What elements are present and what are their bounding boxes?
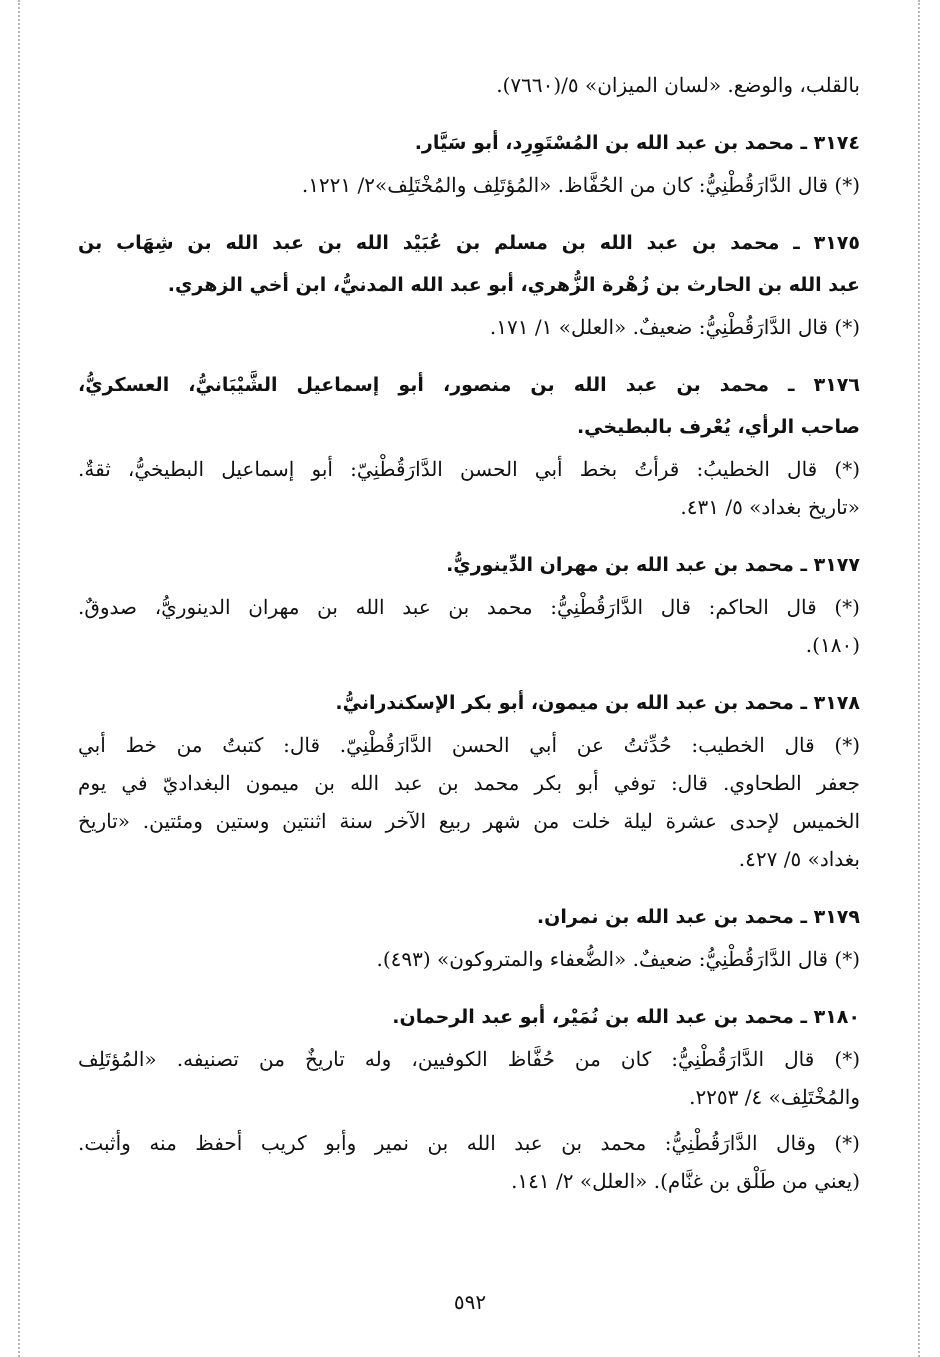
right-dotted-margin bbox=[918, 0, 920, 1357]
quote-line: الخميس لإحدى عشرة ليلة خلت من شهر ربيع الآخر سنة اثنتين وستين ومئتين. «تاريخ bbox=[78, 809, 860, 833]
quote-line: (*) قال الخطيبُ: قرأتُ بخط أبي الحسن الدَّارَقُطْنِيّ: أبو إسماعيل البطيخيُّ، ثقةٌ. bbox=[78, 457, 860, 481]
entry-heading-line: ٣١٨٠ ـ محمد بن عبد الله بن نُمَيْر، أبو عبد الرحمان. bbox=[392, 1006, 860, 1028]
quote-line: (*) قال الدَّارَقُطْنِيُّ: ضعيفٌ. «الضُّعفاء والمتروكون» (٤٩٣). bbox=[376, 947, 860, 971]
entries-list bbox=[78, 124, 860, 1200]
entry-quote bbox=[78, 166, 860, 204]
quote-line: (*) وقال الدَّارَقُطْنِيُّ: محمد بن عبد الله بن نمير وأبو كريب أحفظ منه وأثبت. bbox=[78, 1131, 860, 1155]
quote-line: (*) قال الدَّارَقُطْنِيُّ: كان من حُفَّاظ الكوفيين، وله تاريخٌ من تصنيفه. «المُؤتَلِف bbox=[78, 1047, 860, 1071]
entry-quote bbox=[78, 726, 860, 878]
quote-line: «تاريخ بغداد» ٥/ ٤٣١. bbox=[680, 495, 860, 519]
quote-line: (١٨٠). bbox=[805, 633, 860, 657]
continuation-text: بالقلب، والوضع. «لسان الميزان» ٥/(٧٦٦٠). bbox=[496, 73, 860, 97]
biography-entry bbox=[78, 224, 860, 346]
biography-entry bbox=[78, 998, 860, 1200]
entry-heading-line: عبد الله بن الحارث بن زُهْرة الزُّهري، أبو عبد الله المدنيُّ، ابن أخي الزهري. bbox=[167, 274, 860, 296]
biography-entry bbox=[78, 366, 860, 526]
quote-line: (*) قال الحاكم: قال الدَّارَقُطْنِيُّ: محمد بن عبد الله بن مهران الدينوريُّ، صدوقٌ. bbox=[78, 595, 860, 619]
entry-heading-line: صاحب الرأي، يُعْرف بالبطيخي. bbox=[576, 416, 860, 438]
quote-line: جعفر الطحاوي. قال: توفي أبو بكر محمد بن عبد الله بن ميمون البغداديّ في يوم bbox=[78, 771, 860, 795]
quote-line: والمُخْتَلِف» ٤/ ٢٢٥٣. bbox=[689, 1085, 860, 1109]
biography-entry bbox=[78, 898, 860, 978]
biography-entry bbox=[78, 124, 860, 204]
quote-line: (*) قال الدَّارَقُطْنِيُّ: ضعيفٌ. «العلل» ١/ ١٧١. bbox=[489, 315, 860, 339]
biography-entry bbox=[78, 684, 860, 878]
entry-quote bbox=[78, 1124, 860, 1200]
entry-quote bbox=[78, 588, 860, 664]
entry-quote bbox=[78, 940, 860, 978]
entry-heading-line: ٣١٧٩ ـ محمد بن عبد الله بن نمران. bbox=[536, 906, 860, 928]
page-body bbox=[78, 66, 860, 1200]
entry-heading-line: ٣١٧٦ ـ محمد بن عبد الله بن منصور، أبو إسماعيل الشَّيْبَانيُّ، العسكريُّ، bbox=[78, 374, 860, 396]
entry-quote bbox=[78, 1040, 860, 1116]
entry-heading-line: ٣١٧٨ ـ محمد بن عبد الله بن ميمون، أبو بكر الإسكندرانيُّ. bbox=[335, 692, 860, 714]
entry-quote bbox=[78, 308, 860, 346]
entry-heading-line: ٣١٧٤ ـ محمد بن عبد الله بن المُسْتَوِرِد، أبو سَيَّار. bbox=[414, 132, 860, 154]
entry-heading-line: ٣١٧٧ ـ محمد بن عبد الله بن مهران الدِّينوريُّ. bbox=[446, 554, 860, 576]
quote-line: (*) قال الدَّارَقُطْنِيُّ: كان من الحُفَّاظ. «المُؤتَلِف والمُخْتَلِف»٢/ ١٢٢١. bbox=[301, 173, 860, 197]
page-number: ٥٩٢ bbox=[453, 1290, 487, 1314]
entry-quote bbox=[78, 450, 860, 526]
quote-line: بغداد» ٥/ ٤٢٧. bbox=[738, 847, 860, 871]
quote-line: (*) قال الخطيب: حُدِّثتُ عن أبي الحسن الدَّارَقُطْنِيّ. قال: كتبتُ من خط أبي bbox=[78, 733, 860, 757]
biography-entry bbox=[78, 546, 860, 664]
left-dotted-margin bbox=[18, 0, 20, 1357]
entry-heading-line: ٣١٧٥ ـ محمد بن عبد الله بن مسلم بن عُبَيْد الله بن عبد الله بن شِهَاب بن bbox=[78, 232, 860, 254]
quote-line: (يعني من طَلْق بن غنَّام). «العلل» ٢/ ١٤١. bbox=[511, 1169, 860, 1193]
